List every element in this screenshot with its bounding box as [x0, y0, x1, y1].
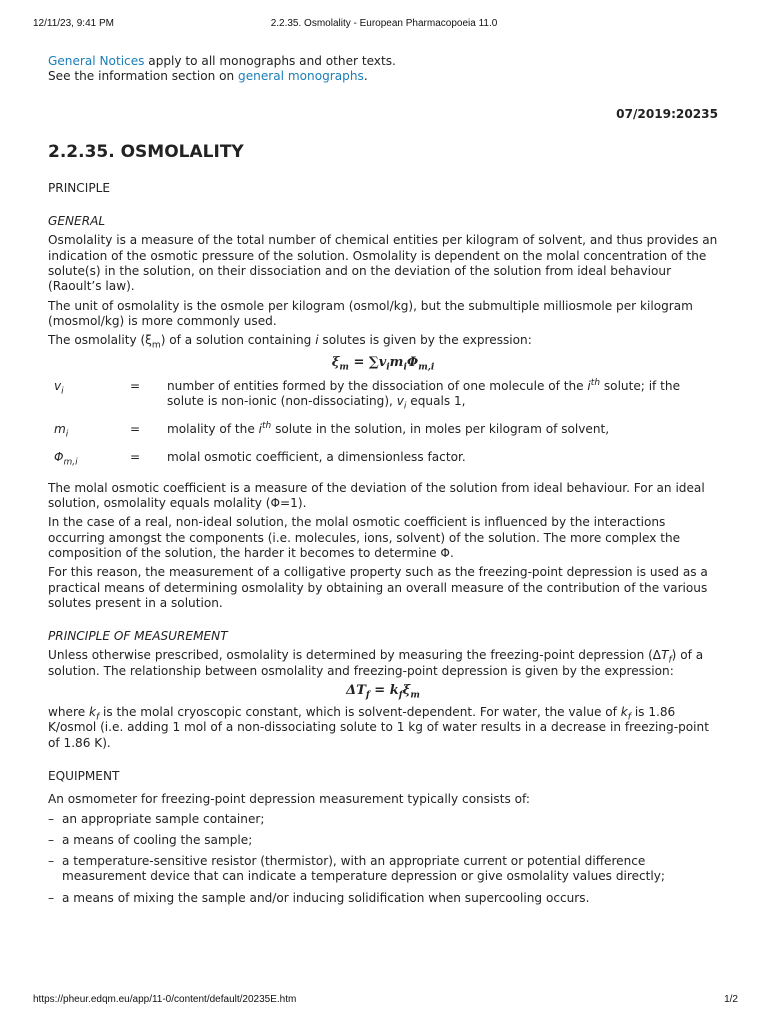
paragraph: The osmolality $(\xi_m)$ of a solution containing i solutes is given by the expression: — [48, 333, 532, 351]
definition-row: $m_i$ = molality of the $i^{th}$ solute in the solution, in moles per kilogram of solvent, — [48, 422, 718, 450]
document-content — [48, 54, 718, 912]
osmolality-formula: $\xi_m = \sum v_im_i\Phi_{m,i}$ — [331, 354, 435, 373]
section-principle-heading: PRINCIPLE — [48, 180, 110, 195]
paragraph: The unit of osmolality is the osmole per kilogram (osmol/kg), but the submultiple milliosmole per kilogram (mosmol/kg) is more commonly used. — [48, 298, 693, 328]
print-header — [0, 18, 768, 30]
page-number: 1/2 — [724, 994, 738, 1005]
list-item: – a temperature-sensitive resistor (thermistor), with an appropriate current or potential difference measurement device that can indicate a temperature depression or give osmolality values directly; — [48, 854, 718, 885]
print-datetime: 12/11/23, 9:41 PM — [33, 18, 114, 29]
paragraph: An osmometer for freezing-point depression measurement typically consists of: — [48, 792, 530, 807]
paragraph: Osmolality is a measure of the total number of chemical entities per kilogram of solvent, and thus provides an indication of the osmotic pressure of the solution. Osmolality is dependent on the molal concentration of the solute(s) in the solution, on their dissociation and on the deviation of the solution from ideal behaviour (Raoult’s law). — [48, 233, 718, 294]
page-url: https://pheur.edqm.eu/app/11-0/content/default/20235E.htm — [33, 994, 297, 1005]
definition-symbol: $v_i$ — [54, 378, 64, 396]
general-notice: General Notices apply to all monographs and other texts. See the information section on general monographs. — [48, 54, 396, 84]
list-item: – an appropriate sample container; — [48, 812, 718, 827]
subsection-measurement-heading: PRINCIPLE OF MEASUREMENT — [48, 629, 228, 644]
definition-text: number of entities formed by the dissociation of one molecule of the $i^{th}$ solute; if the solute is non-ionic (non-dissociating), $v_i$ equals 1, — [167, 377, 681, 412]
definition-row: $\Phi_{m,i}$ = molal osmotic coefficient, a dimensionless factor. — [48, 450, 718, 478]
freezing-point-formula: $\Delta T_f = k_f\xi_m$ — [346, 683, 420, 701]
paragraph: In the case of a real, non-ideal solution, the molal osmotic coefficient is influenced by the interactions occurring amongst the components (i.e. molecules, ions, solvent) of the solution. The more complex the composition of the solution, the harder it becomes to determine Φ. — [48, 515, 681, 560]
definition-text: molal osmotic coefficient, a dimensionless factor. — [167, 450, 466, 465]
definition-symbol: $\Phi_{m,i}$ — [54, 450, 78, 468]
list-item: – a means of mixing the sample and/or inducing solidification when supercooling occurs. — [48, 891, 718, 906]
section-equipment-heading: EQUIPMENT — [48, 768, 120, 783]
general-monographs-link[interactable]: general monographs — [238, 69, 364, 84]
definition-row: $v_i$ = number of entities formed by the dissociation of one molecule of the $i^{th}$ solute; if the solute is non-ionic (non-dissociating), $v_i$ equals 1, — [48, 379, 718, 423]
subsection-general-heading: GENERAL — [48, 214, 106, 229]
paragraph: For this reason, the measurement of a colligative property such as the freezing-point depression is used as a practical means of determining osmolality by obtaining an overall measure of the contribution of the various solutes present in a solution. — [48, 565, 708, 610]
definition-symbol: $m_i$ — [54, 422, 69, 440]
definitions-table — [48, 379, 718, 479]
paragraph: where $k_f$ is the molal cryoscopic constant, which is solvent-dependent. For water, the value of $k_f$ is 1.86 K/osmol (i.e. adding 1 mol of a non-dissociating solute to 1 kg of water results in a decrease in freezing-point of 1.86 K). — [48, 705, 709, 750]
paragraph: Unless otherwise prescribed, osmolality is determined by measuring the freezing-point depression $(\Delta T_f)$ of a solution. The relationship between osmolality and freezing-point depression is given by the expression: — [48, 648, 704, 678]
list-item: – a means of cooling the sample; — [48, 833, 718, 848]
print-footer — [0, 994, 768, 1006]
print-page-title: 2.2.35. Osmolality - European Pharmacopoeia 11.0 — [270, 18, 498, 29]
paragraph: The molal osmotic coefficient is a measure of the deviation of the solution from ideal behaviour. For an ideal solution, osmolality equals molality (Φ=1). — [48, 480, 705, 511]
definition-text: molality of the $i^{th}$ solute in the solution, in moles per kilogram of solvent, — [167, 421, 610, 437]
page-title: 2.2.35. OSMOLALITY — [48, 141, 244, 162]
document-code: 07/2019:20235 — [616, 106, 718, 121]
general-notices-link[interactable]: General Notices — [48, 54, 145, 68]
equipment-list — [48, 812, 718, 906]
